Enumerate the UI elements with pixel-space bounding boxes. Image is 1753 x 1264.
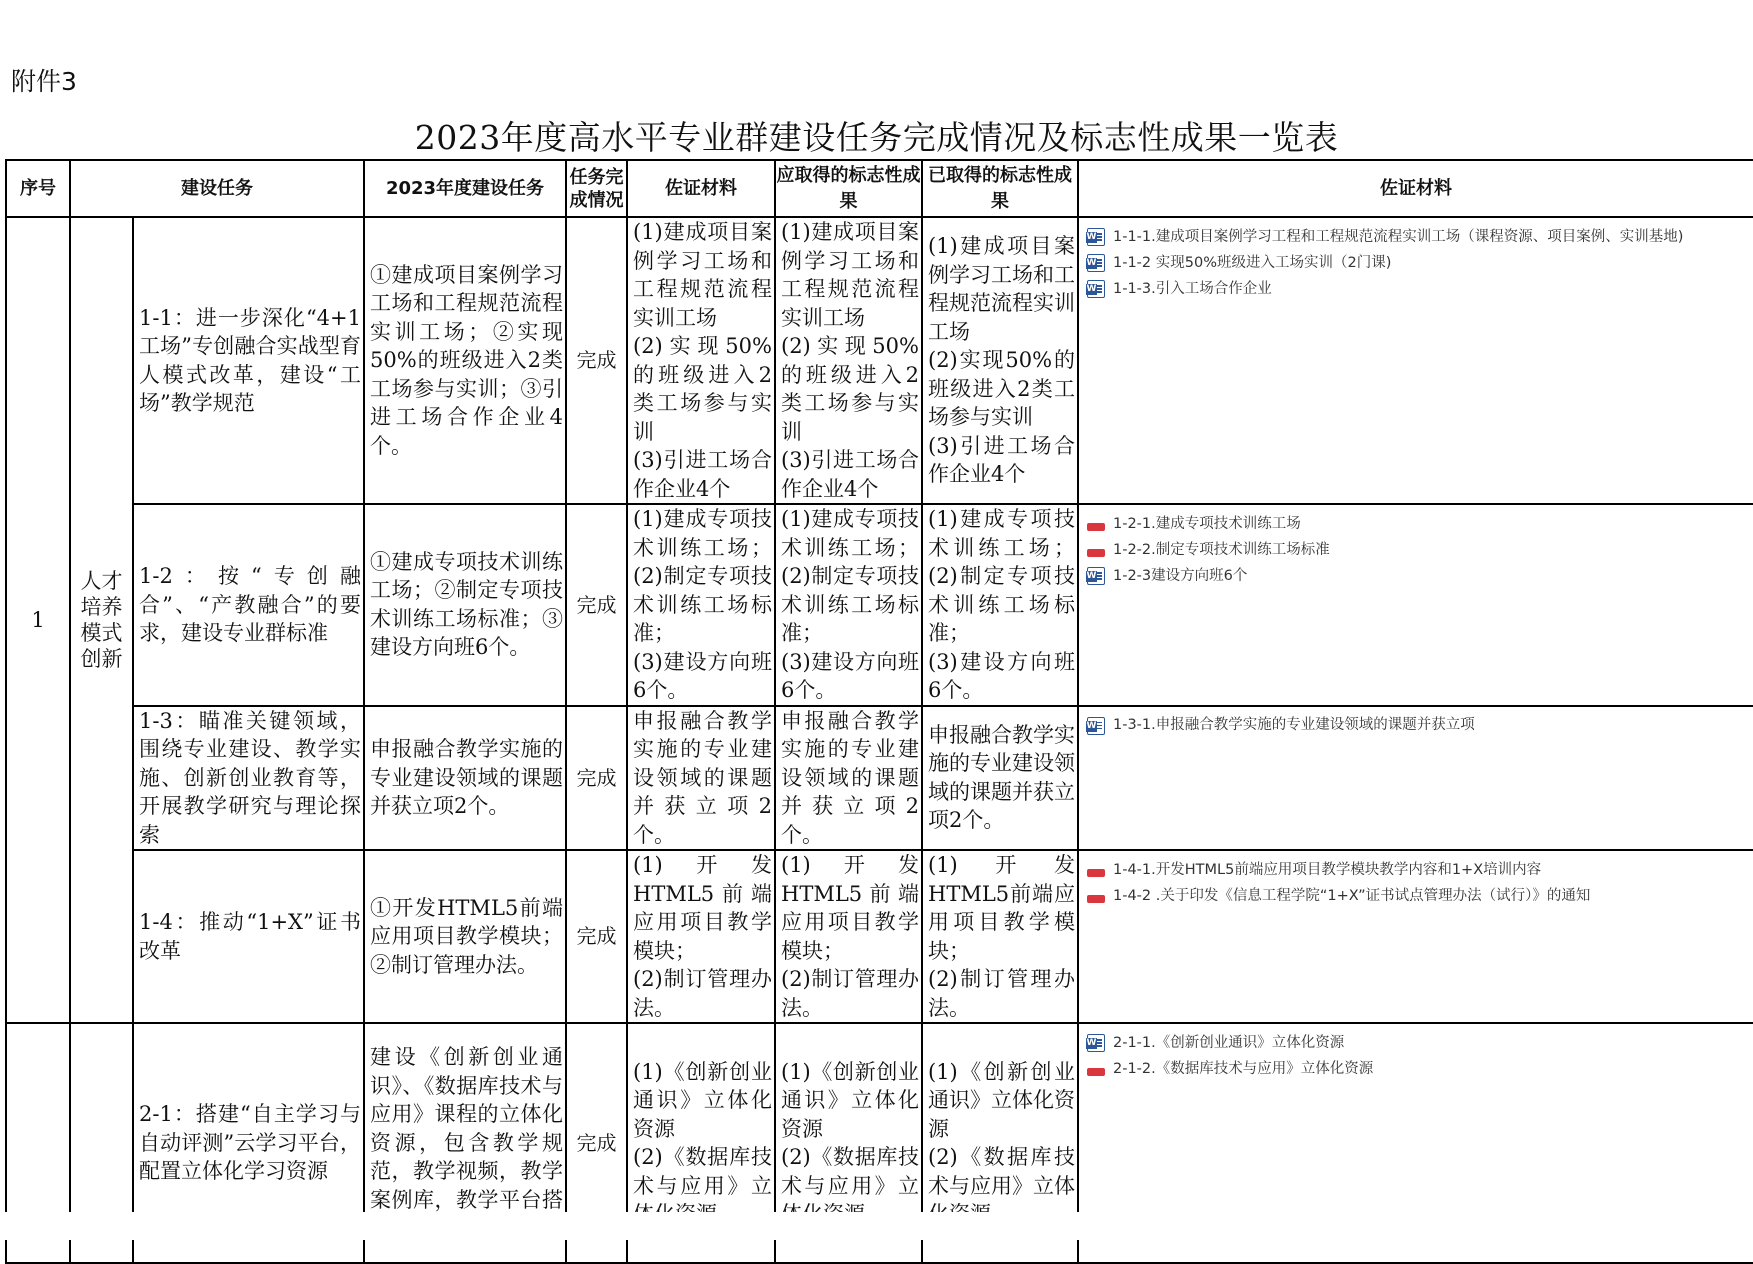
cell-status: 完成 [566,706,627,851]
cell-evidence-files [1078,217,1753,504]
cell-evidence: (1)建成项目案例学习工场和工程规范流程实训工场 (2)实现50%的班级进入2类工场参与实训 (3)引进工场合作企业4个 [627,217,775,504]
header-status: 任务完成情况 [566,160,627,217]
document-title: 2023年度高水平专业群建设任务完成情况及标志性成果一览表 [414,118,1339,157]
word-document-icon [1087,567,1105,585]
cell-task: 1-4：推动“1+X”证书改革 [133,850,364,1023]
table-row [6,850,1753,1023]
cell-task-2023: ①开发HTML5前端应用项目教学模块；②制订管理办法。 [364,850,566,1023]
word-document-icon [1087,717,1105,735]
pdf-file-icon [1087,523,1105,531]
cell-status: 完成 [566,504,627,706]
header-task: 建设任务 [70,160,364,217]
attachment-file-name: 1-3-1.申报融合教学实施的专业建设领域的课题并获立项 [1113,717,1475,734]
cell-task-2023: ①建成项目案例学习工场和工程规范流程实训工场；②实现50%的班级进入2类工场参与实训；③引进工场合作企业4个。 [364,217,566,504]
pdf-file-icon [1087,1068,1105,1076]
cell-evidence: (1)建成专项技术训练工场；(2)制定专项技术训练工场标准； (3)建设方向班6个。 [627,504,775,706]
attachment-file-name: 1-1-3.引入工场合作企业 [1113,280,1272,297]
header-evidence-files: 佐证材料 [1078,160,1753,217]
cell-status: 完成 [566,217,627,504]
attachment-file[interactable] [1087,1030,1753,1056]
table-row [6,706,1753,851]
attachment-file[interactable] [1087,250,1753,276]
attachment-file-name: 1-1-1.建成项目案例学习工程和工程规范流程实训工场（课程资源、项目案例、实训基地) [1113,228,1684,245]
cell-status: 完成 [566,1023,627,1263]
pdf-file-icon [1087,895,1105,903]
row-category: 人才培养模式创新 [70,217,133,1023]
cell-evidence-files [1078,504,1753,706]
attachment-file[interactable] [1087,1056,1753,1082]
attachment-label: 附件3 [11,67,77,96]
cell-obtained: (1)《创新创业通识》立体化资源 (2)《数据库技术与应用》立体 [922,1023,1078,1263]
attachment-file-name: 2-1-1.《创新创业通识》立体化资源 [1113,1034,1345,1051]
cell-expected: 申报融合教学实施的专业建设领域的课题并获立项2个。 [775,706,922,851]
header-task-2023: 2023年度建设任务 [364,160,566,217]
cell-expected: (1)开发HTML5前端应用项目教学模块； (2)制订管理办法。 [775,850,922,1023]
cell-evidence: (1)《创新创业通识》立体化资源 (2)《数据库技术与应用》立 [627,1023,775,1263]
cell-evidence: (1)开发HTML5前端应用项目教学模块； (2)制订管理办法。 [627,850,775,1023]
attachment-file-name: 1-1-2 实现50%班级进入工场实训（2门课) [1113,254,1392,271]
attachment-file-name: 1-2-2.制定专项技术训练工场标准 [1113,541,1330,558]
attachment-file[interactable] [1087,276,1753,302]
pdf-file-icon [1087,549,1105,557]
attachment-file[interactable] [1087,511,1753,537]
header-evidence: 佐证材料 [627,160,775,217]
word-document-icon [1087,254,1105,272]
cell-expected: (1)《创新创业通识》立体化资源 (2)《数据库技术与应用》立 [775,1023,922,1263]
cell-evidence: 申报融合教学实施的专业建设领域的课题并获立项2个。 [627,706,775,851]
table-row [6,217,1753,504]
cell-task: 2-1：搭建“自主学习与自动评测”云学习平台，配置立体化学习资源 [133,1023,364,1263]
word-document-icon [1087,228,1105,246]
pdf-file-icon [1087,869,1105,877]
header-obtained: 已取得的标志性成果 [922,160,1078,217]
achievement-table [5,159,1753,1264]
cell-task-2023: 建设《创新创业通识》、《数据库技术与应用》课程的立体化资源，包含教学规范，教学视频，教学案例库，教学平台搭 [364,1023,566,1263]
word-document-icon [1087,1034,1105,1052]
cell-evidence-files [1078,850,1753,1023]
attachment-file[interactable] [1087,537,1753,563]
cell-task-2023: 申报融合教学实施的专业建设领域的课题并获立项2个。 [364,706,566,851]
cell-expected: (1)建成项目案例学习工场和工程规范流程实训工场 (2)实现50%的班级进入2类工场参与实训 (3)引进工场合作企业4个 [775,217,922,504]
cell-task: 1-2：按“专创融合”、“产教融合”的要求，建设专业群标准 [133,504,364,706]
cell-obtained: (1)建成专项技术训练工场；(2)制定专项技术训练工场标准； (3)建设方向班6个。 [922,504,1078,706]
header-row [6,160,1753,217]
cell-obtained: (1)开发HTML5前端应用项目教学模块； (2)制订管理办法。 [922,850,1078,1023]
cell-expected: (1)建成专项技术训练工场；(2)制定专项技术训练工场标准； (3)建设方向班6个。 [775,504,922,706]
header-seq: 序号 [6,160,70,217]
table-row [6,504,1753,706]
attachment-file[interactable] [1087,883,1753,909]
header-expected: 应取得的标志性成果 [775,160,922,217]
attachment-file-name: 1-2-3建设方向班6个 [1113,567,1248,584]
attachment-file[interactable] [1087,563,1753,589]
attachment-file[interactable] [1087,224,1753,250]
attachment-file[interactable] [1087,713,1753,739]
row-seq: 1 [6,217,70,1023]
cell-status: 完成 [566,850,627,1023]
page-bottom-mask [0,1212,1753,1240]
cell-task-2023: ①建成专项技术训练工场；②制定专项技术训练工场标准；③建设方向班6个。 [364,504,566,706]
attachment-file-name: 2-1-2.《数据库技术与应用》立体化资源 [1113,1060,1374,1077]
cell-obtained: 申报融合教学实施的专业建设领域的课题并获立项2个。 [922,706,1078,851]
cell-task: 1-1：进一步深化“4+1工场”专创融合实战型育人模式改革，建设“工场”教学规范 [133,217,364,504]
cell-task: 1-3：瞄准关键领域，围绕专业建设、教学实施、创新创业教育等，开展教学研究与理论探索 [133,706,364,851]
attachment-file[interactable] [1087,857,1753,883]
attachment-file-name: 1-4-1.开发HTML5前端应用项目教学模块教学内容和1+X培训内容 [1113,861,1542,878]
cell-obtained: (1)建成项目案例学习工场和工程规范流程实训工场 (2)实现50%的班级进入2类工场参与实训 (3)引进工场合作企业4个 [922,217,1078,504]
cell-evidence-files [1078,706,1753,851]
attachment-file-name: 1-4-2 .关于印发《信息工程学院“1+X”证书试点管理办法（试行）》的通知 [1113,887,1591,904]
attachment-file-name: 1-2-1.建成专项技术训练工场 [1113,515,1301,532]
word-document-icon [1087,280,1105,298]
